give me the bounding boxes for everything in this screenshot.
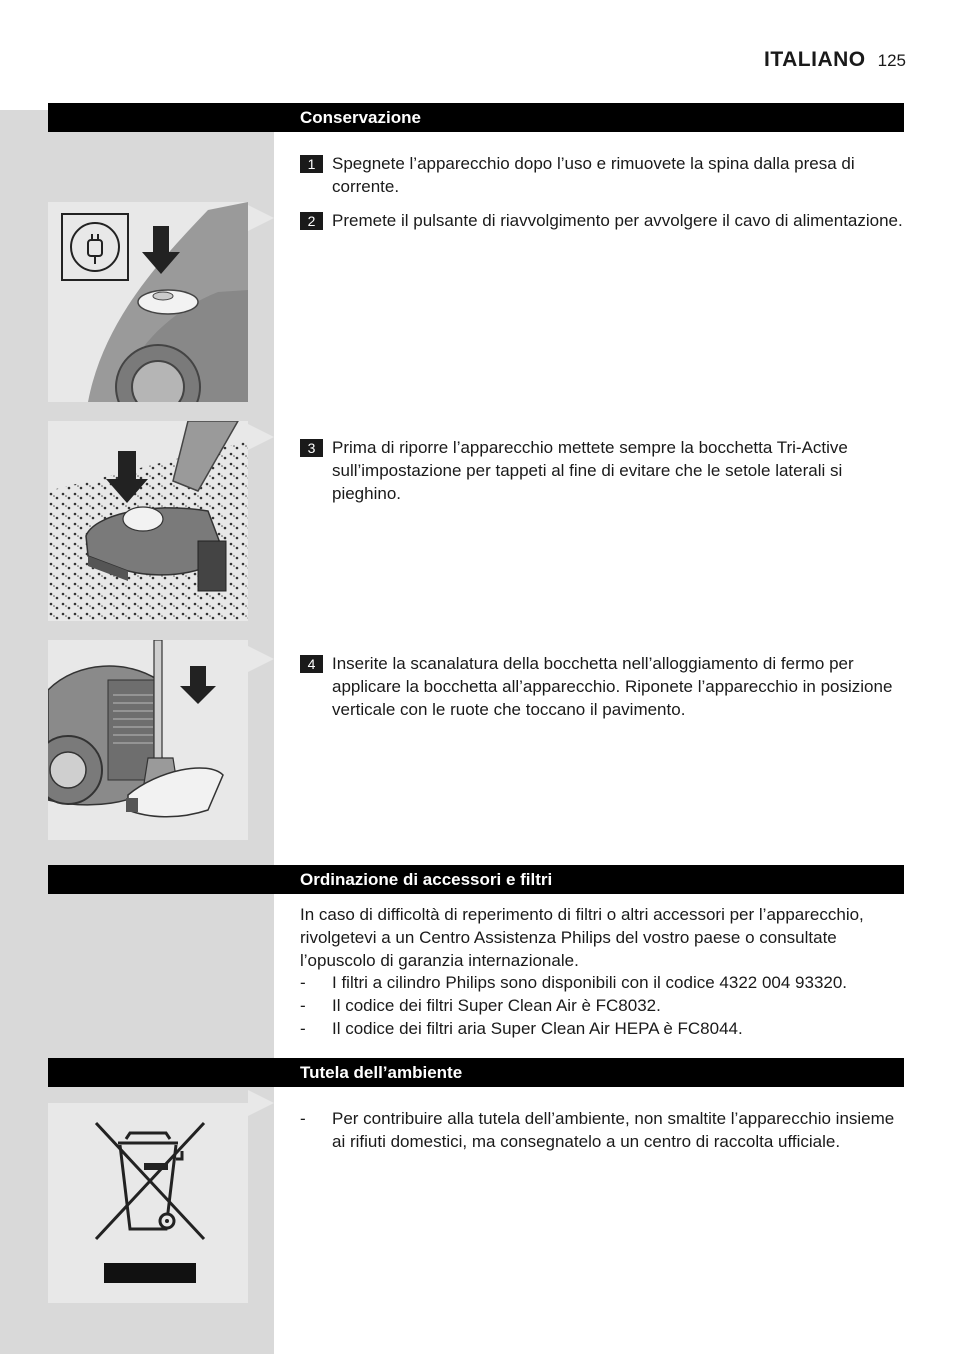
section-title: Conservazione — [300, 108, 421, 127]
step-4 — [300, 652, 910, 721]
illustration-weee — [48, 1103, 248, 1303]
step-text: Inserite la scanalatura della bocchetta nell’alloggiamento di fermo per applicare la bocchetta all’apparecchio. Riponete l’apparecchio in posizione verticale con le ruote che toccano il pavimento. — [332, 654, 893, 719]
section-title: Tutela dell’ambiente — [300, 1063, 463, 1082]
page-header — [764, 48, 906, 72]
bullet-dash: - — [300, 1109, 306, 1128]
step-number-badge: 4 — [300, 655, 323, 673]
bullet-dash: - — [300, 973, 306, 992]
step-1 — [300, 152, 910, 198]
ordering-intro: In caso di difficoltà di reperimento di filtri o altri accessori per l’apparecchio, rivolgetevi a un Centro Assistenza Philips del vostro paese o consultate l’opuscolo di garanzia internazionale. — [300, 905, 864, 970]
illustration-carpet-setting — [48, 421, 248, 621]
step-number-badge: 3 — [300, 439, 323, 457]
bullet-text: I filtri a cilindro Philips sono disponibili con il codice 4322 004 93320. — [332, 973, 848, 992]
step-number-badge: 2 — [300, 212, 323, 230]
vacuum-upright-illustration — [48, 640, 248, 840]
step-text: Spegnete l’apparecchio dopo l’uso e rimuovete la spina dalla presa di corrente. — [332, 154, 855, 196]
section-bar-environment — [48, 1058, 904, 1087]
crossed-bin-icon — [48, 1103, 248, 1303]
step-3 — [300, 436, 910, 505]
section-bar-ordering — [48, 865, 904, 894]
illustration-unplug — [48, 202, 248, 402]
ordering-bullet — [300, 994, 912, 1017]
callout-pointer — [248, 646, 274, 672]
step-number-badge: 1 — [300, 155, 323, 173]
bullet-text: Il codice dei filtri Super Clean Air è FC8032. — [332, 996, 661, 1015]
callout-pointer — [248, 1090, 274, 1116]
section-bar-storage — [48, 103, 904, 132]
callout-pointer — [248, 205, 274, 231]
vacuum-plug-illustration — [48, 202, 248, 402]
bullet-dash: - — [300, 1019, 306, 1038]
step-text: Premete il pulsante di riavvolgimento per avvolgere il cavo di alimentazione. — [332, 211, 903, 230]
step-2 — [300, 209, 910, 232]
ordering-bullet — [300, 971, 912, 994]
page-number: 125 — [877, 51, 906, 70]
bullet-text: Per contribuire alla tutela dell’ambiente, non smaltite l’apparecchio insieme ai rifiuti domestici, ma consegnatelo a un centro di raccolta ufficiale. — [332, 1109, 895, 1151]
step-text: Prima di riporre l’apparecchio mettete sempre la bocchetta Tri-Active sull’impostazione per tappeti al fine di evitare che le setole laterali si pieghino. — [332, 438, 848, 503]
language-label: ITALIANO — [764, 48, 866, 71]
bullet-text: Il codice dei filtri aria Super Clean Air HEPA è FC8044. — [332, 1019, 743, 1038]
nozzle-carpet-illustration — [48, 421, 248, 621]
bullet-dash: - — [300, 996, 306, 1015]
callout-pointer — [248, 424, 274, 450]
ordering-bullet — [300, 1017, 912, 1040]
section-title: Ordinazione di accessori e filtri — [300, 870, 553, 889]
environment-bullet — [300, 1107, 912, 1153]
illustration-upright-storage — [48, 640, 248, 840]
